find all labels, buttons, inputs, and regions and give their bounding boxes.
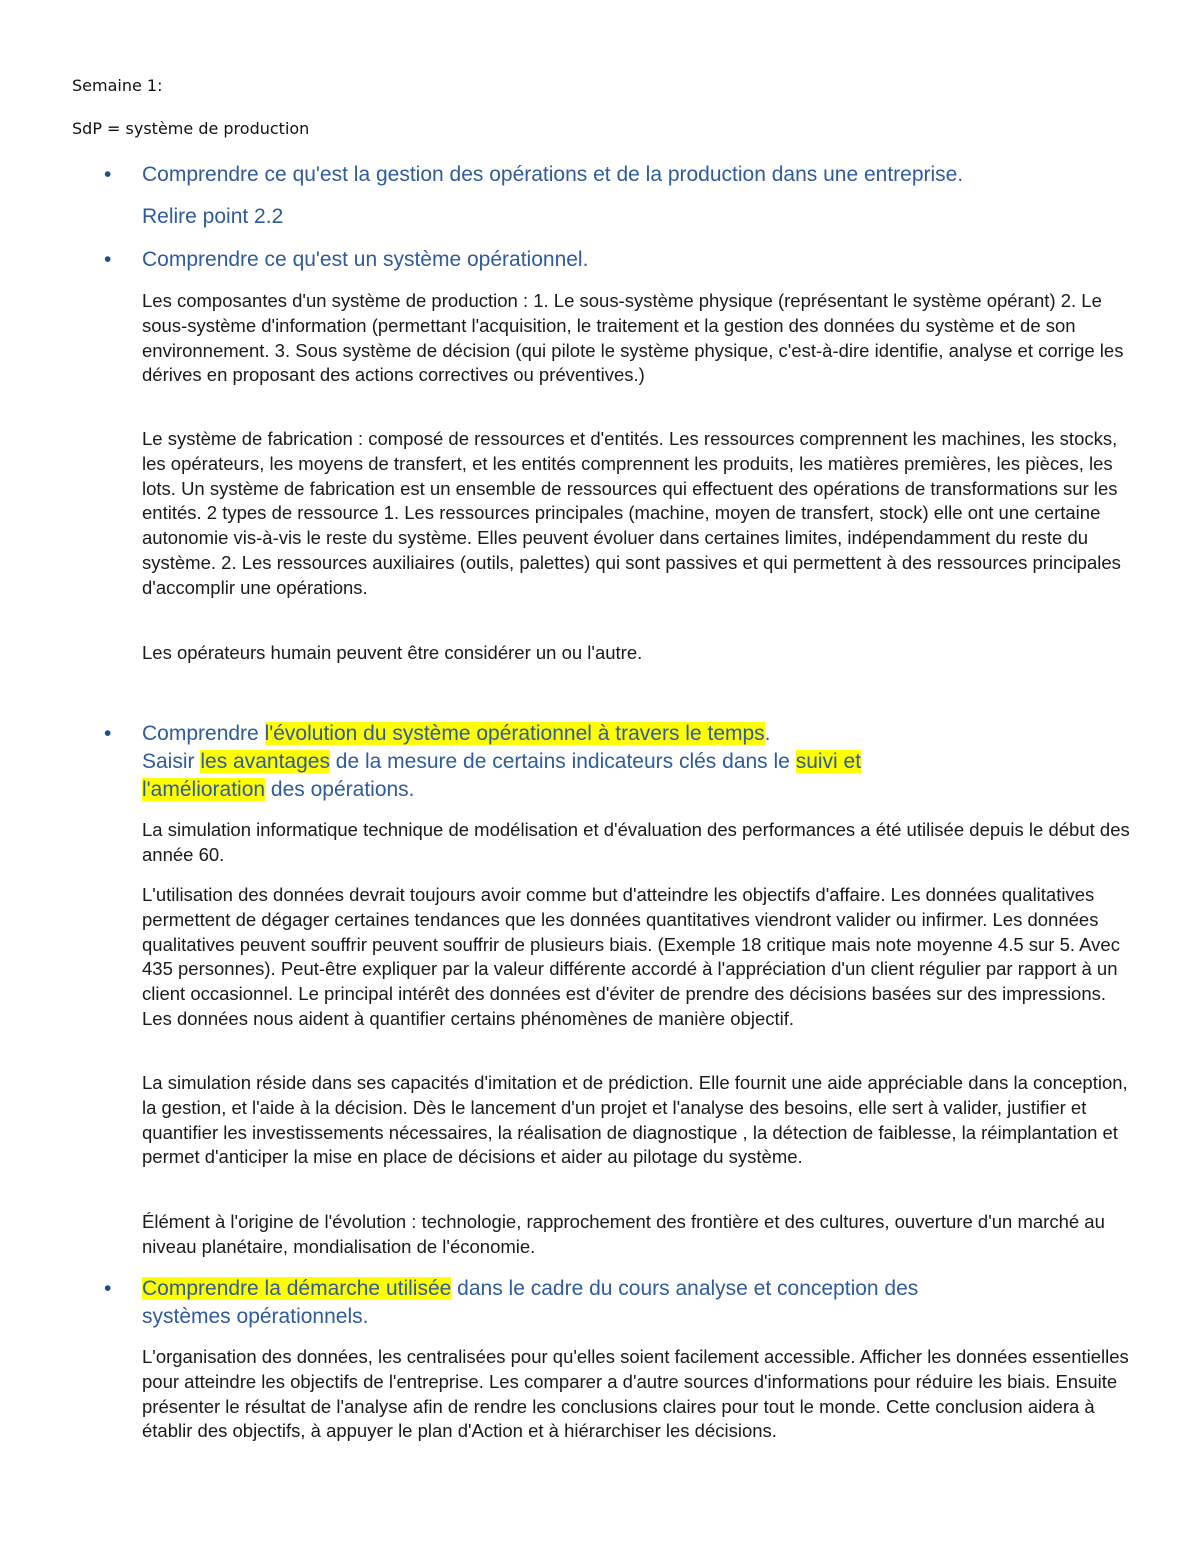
highlighted-text: Comprendre la démarche utilisée — [142, 1277, 452, 1300]
objective-item-2 — [104, 246, 1140, 276]
highlighted-text: l'amélioration — [142, 778, 266, 801]
paragraph-data-usage: L'utilisation des données devrait toujours avoir comme but d'atteindre les objectifs d'affaire. Les données qualitatives permettent de dégager certaines tendances que les données quantitatives viendront valider ou infirmer. Les données qualitatives peuvent souffrir peuvent souffrir de plusieurs biais. (Exemple 18 critique mais note moyenne 4.5 sur 5. Avec 435 personnes). Peut-être expliquer par la valeur différente accordé à l'appréciation d'un client régulier par rapport à un client occasionnel. Le principal intérêt des données est d'éviter de prendre des décisions basées sur des impressions. Les données nous aident à quantifier certains phénomènes de manière objectif. — [142, 884, 1120, 1029]
bullet-icon: • — [104, 1277, 112, 1300]
week-heading: Semaine 1: — [72, 76, 163, 95]
paragraph-manufacturing-system: Le système de fabrication : composé de ressources et d'entités. Les ressources comprennent les machines, les stocks, les opérateurs, les moyens de transfert, et les entités comprennent les produits, les matières premières, les pièces, les lots. Un système de fabrication est un ensemble de ressources qui effectuent des opérations de transformations sur les entités. 2 types de ressource 1. Les ressources principales (machine, moyen de transfert, stock) elle ont une certaine autonomie vis-à-vis le reste du système. Elles peuvent évoluer dans certaines limites, indépendamment du reste du système. 2. Les ressources auxiliaires (outils, palettes) qui sont passives et qui permettent à des ressources principales d'accomplir une opérations. — [142, 428, 1121, 598]
text-run: . — [764, 722, 771, 745]
objective-item-4 — [104, 1275, 1140, 1335]
objective-4-line-1 — [142, 1275, 1140, 1303]
text-run: Saisir — [142, 750, 201, 773]
bullet-icon: • — [104, 163, 112, 186]
text-run: des opérations. — [265, 778, 415, 801]
text-run: de la mesure de certains indicateurs clés dans le — [329, 750, 796, 773]
objective-1-text: Comprendre ce qu'est la gestion des opérations et de la production dans une entreprise. — [142, 163, 964, 186]
highlighted-text: les avantages — [200, 750, 330, 773]
bullet-icon: • — [104, 722, 112, 745]
bullet-icon: • — [104, 248, 112, 271]
objective-1-note: Relire point 2.2 — [142, 205, 284, 228]
highlighted-text: suivi et — [795, 750, 862, 773]
paragraph-components: Les composantes d'un système de production : 1. Le sous-système physique (représentant le système opérant) 2. Le sous-système d'information (permettant l'acquisition, le traitement et la gestion des données du système et de son environnement. 3. Sous système de décision (qui pilote le système physique, c'est-à-dire identifie, analyse et corrige les dérives en proposant des actions correctives ou préventives.) — [142, 290, 1124, 386]
paragraph-human-operators: Les opérateurs humain peuvent être considérer un ou l'autre. — [142, 642, 643, 663]
paragraph-simulation-history: La simulation informatique technique de modélisation et d'évaluation des performances a été utilisée depuis le début des année 60. — [142, 819, 1130, 865]
paragraph-data-organization: L'organisation des données, les centralisées pour qu'elles soient facilement accessible. Afficher les données essentielles pour atteindre les objectifs de l'entreprise. Les comparer a d'autre sources d'informations pour réduire les biais. Ensuite présenter le résultat de l'analyse afin de rendre les conclusions claires pour tout le monde. Cette conclusion aidera à établir des objectifs, à appuyer le plan d'Action et à hiérarchiser les décisions. — [142, 1346, 1129, 1442]
highlighted-text: l'évolution du système opérationnel à travers le temps — [264, 722, 765, 745]
objective-3-line-2 — [142, 748, 1140, 776]
paragraph-evolution-origin: Élément à l'origine de l'évolution : technologie, rapprochement des frontière et des cultures, ouverture d'un marché au niveau planétaire, mondialisation de l'économie. — [142, 1211, 1105, 1257]
paragraph-simulation-capabilities: La simulation réside dans ses capacités d'imitation et de prédiction. Elle fournit une aide appréciable dans la conception, la gestion, et l'aide à la décision. Dès le lancement d'un projet et l'analyse des besoins, elle sert à valider, justifier et quantifier les investissements nécessaires, la réalisation de diagnostique , la détection de faiblesse, la réimplantation et permet d'anticiper la mise en place de décisions et aider au pilotage du système. — [142, 1072, 1128, 1168]
objective-4-text — [142, 1275, 1140, 1331]
objective-3-text — [142, 720, 1140, 804]
objective-3-line-3 — [142, 776, 1140, 804]
text-run: dans le cadre du cours analyse et conception des — [451, 1277, 919, 1300]
objective-item-1 — [104, 161, 1140, 241]
abbreviation-line: SdP = système de production — [72, 119, 310, 138]
objective-item-3 — [104, 720, 1140, 810]
objective-3-line-1 — [142, 720, 1140, 748]
objective-4-line-2: systèmes opérationnels. — [142, 1305, 369, 1328]
objective-2-text: Comprendre ce qu'est un système opérationnel. — [142, 248, 589, 271]
text-run: Comprendre — [142, 722, 265, 745]
